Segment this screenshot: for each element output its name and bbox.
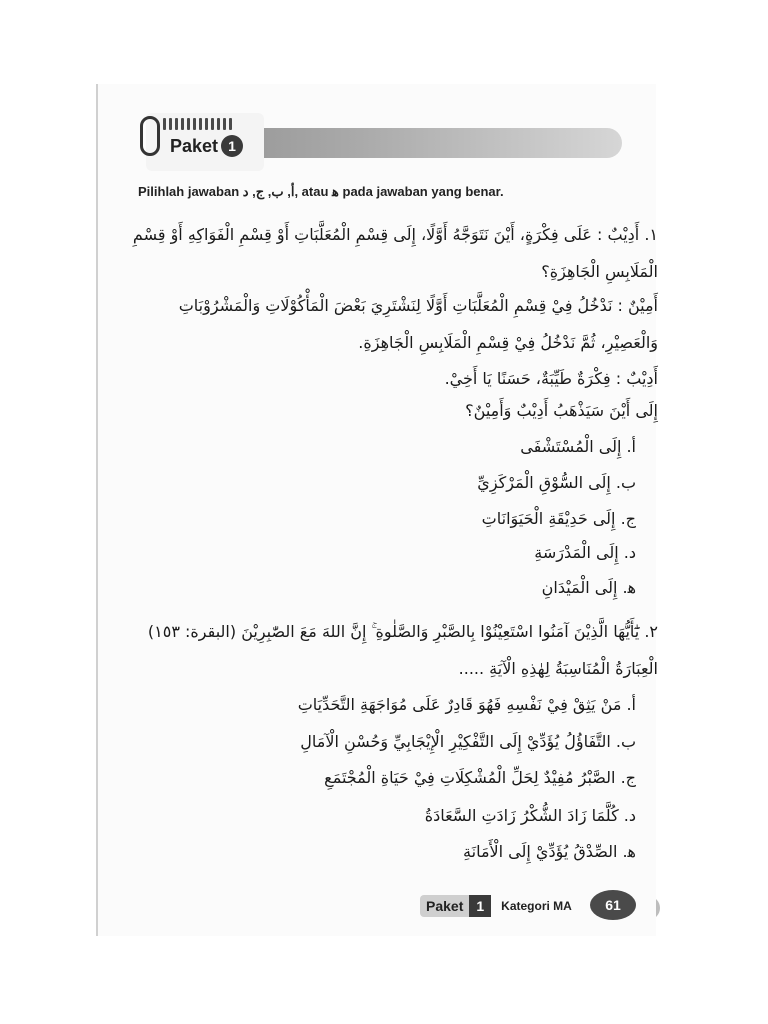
q2-option-d[interactable]: د. كُلَّمَا زَادَ الشُّكْرُ زَادَتِ السَّعَادَةُ [424, 806, 636, 825]
q1-option-e[interactable]: ﻫ. إِلَى الْمَيْدَانِ [541, 578, 636, 597]
q2-option-e[interactable]: ﻫ. الصِّدْقُ يُؤَدِّيْ إِلَى الْأَمَانَةِ [463, 842, 636, 861]
q2-option-c[interactable]: ج. الصَّبْرُ مُفِيْدٌ لِحَلِّ الْمُشْكِلَاتِ فِيْ حَيَاةِ الْمُجْتَمَعِ [324, 768, 636, 787]
spiral-binding-icon [163, 118, 232, 132]
q1-line-4: وَالْعَصِيْرِ، ثُمَّ نَدْخُلُ فِيْ قِسْمِ الْمَلَابِسِ الْجَاهِزَةِ. [358, 333, 658, 352]
q2-option-a[interactable]: أ. مَنْ يَثِقْ فِيْ نَفْسِهِ فَهُوَ قَادِرٌ عَلَى مُوَاجَهَةِ التَّحَدِّيَاتِ [297, 695, 636, 714]
q1-option-d[interactable]: د. إِلَى الْمَدْرَسَةِ [534, 543, 636, 562]
header-title: Paket [170, 136, 219, 156]
q2-question: الْعِبَارَةُ الْمُنَاسِبَةُ لِهٰذِهِ الْآيَةِ ..... [458, 659, 658, 678]
footer-category: Kategori MA [501, 899, 572, 913]
paperclip-icon [140, 116, 160, 156]
footer-paket-label: Paket [420, 895, 469, 917]
footer-paket-number: 1 [469, 895, 491, 917]
q1-line-2: الْمَلَابِسِ الْجَاهِزَةِ؟ [541, 262, 658, 281]
page-footer [420, 892, 656, 920]
q2-verse: ٢. يَٰٓأَيُّهَا الَّذِيْنَ آمَنُوا اسْتَعِيْنُوْا بِالصَّبْرِ وَالصَّلٰوةِ ۚ إِنَّ اللهَ مَعَ الصّٰبِرِيْنَ (البقرة: ١٥٣) [147, 622, 658, 641]
q1-line-1: ١. أَدِيْبٌ : عَلَى فِكْرَةٍ، أَيْنَ نَتَوَجَّهُ أَوَّلًا، إِلَى قِسْمِ الْمُعَلَّبَاتِ أَوْ قِسْمِ الْفَوَاكِهِ أَوْ قِسْمِ [132, 225, 658, 244]
header-number-badge: 1 [221, 135, 243, 157]
q1-option-c[interactable]: ج. إِلَى حَدِيْقَةِ الْحَيَوَانَاتِ [481, 509, 636, 528]
q1-option-b[interactable]: ب. إِلَى السُّوْقِ الْمَرْكَزِيِّ [477, 473, 636, 492]
page-number: 61 [590, 890, 636, 920]
q1-question: إِلَى أَيْنَ سَيَذْهَبُ أَدِيْبٌ وَأَمِيْنٌ؟ [465, 401, 658, 420]
q2-option-b[interactable]: ب. التَّفَاؤُلُ يُؤَدِّيْ إِلَى التَّفْكِيْرِ الْإِيْجَابِيِّ وَحُسْنِ الْآمَالِ [300, 732, 636, 751]
q1-line-5: أَدِيْبٌ : فِكْرَةٌ طَيِّبَةٌ، حَسَنًا يَا أَخِيْ. [444, 369, 658, 388]
q1-line-3: أَمِيْنٌ : نَدْخُلُ فِيْ قِسْمِ الْمُعَلَّبَاتِ أَوَّلًا لِنَشْتَرِيَ بَعْضَ الْمَأْكُوْلَاتِ وَالْمَشْرُوْبَاتِ [178, 296, 658, 315]
q1-option-a[interactable]: أ. إِلَى الْمُسْتَشْفَى [520, 437, 636, 456]
instruction-text: Pilihlah jawaban أ, ب, ج, د, atau ﻫ pada jawaban yang benar. [138, 184, 504, 199]
